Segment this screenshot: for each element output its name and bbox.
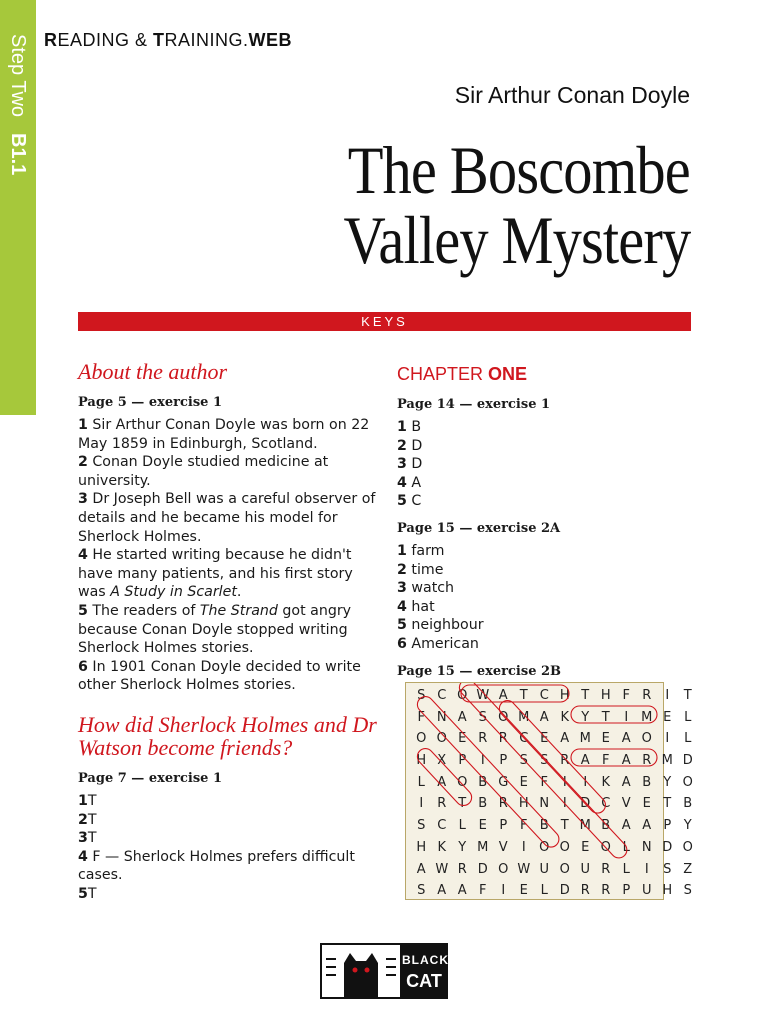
word-search-letter: L <box>622 839 630 855</box>
word-search-letter: C <box>437 818 447 834</box>
word-search-letter: F <box>520 818 528 834</box>
word-search-row <box>411 837 698 859</box>
word-search-letter: W <box>435 861 449 877</box>
series-initial-t: T <box>153 30 165 50</box>
word-search-letter: T <box>519 688 528 703</box>
word-search-letter: B <box>683 796 693 812</box>
word-search-letter: B <box>478 774 488 790</box>
word-search-letter: O <box>682 774 693 790</box>
series-raining: RAINING. <box>164 30 249 50</box>
word-search-letter: A <box>437 883 447 899</box>
word-search-letter: H <box>416 753 427 769</box>
word-search-letter: E <box>663 709 672 725</box>
word-search-letter: P <box>499 818 508 834</box>
answer-item: 4 A <box>397 474 422 491</box>
step-label: Step Two <box>7 34 29 118</box>
keys-banner: KEYS <box>78 312 691 331</box>
left-column <box>78 360 378 903</box>
word-search-letter: N <box>539 796 550 812</box>
word-search-letter: L <box>684 709 692 725</box>
word-search-letter: O <box>559 861 570 877</box>
word-search-letter: D <box>477 861 488 877</box>
word-search-letter: D <box>580 796 591 812</box>
word-search-row <box>411 707 698 729</box>
word-search-letter: R <box>601 861 611 877</box>
word-search-letter: E <box>458 731 467 747</box>
word-search-letter: C <box>437 688 447 703</box>
exercise-heading: Page 15 — exercise 2A <box>397 520 561 536</box>
word-search-letter: B <box>478 796 488 812</box>
exercise-heading: Page 14 — exercise 1 <box>397 397 551 412</box>
exercise-heading: Page 15 — exercise 2B <box>397 663 562 679</box>
word-search-letter: L <box>684 731 692 747</box>
word-search-letter: O <box>457 688 468 703</box>
word-search-letter: I <box>583 774 588 790</box>
series-web: WEB <box>248 30 293 50</box>
chapter-heading: CHAPTER ONE <box>397 364 528 384</box>
book-title-italic: A Study in Scarlet <box>110 584 237 601</box>
word-search-letter: S <box>478 709 487 725</box>
word-search-letter: H <box>416 839 427 855</box>
word-search-letter: A <box>621 731 631 747</box>
word-search-letter: M <box>661 753 673 769</box>
word-search-letter: Z <box>683 861 693 877</box>
word-search-letter: A <box>621 774 631 790</box>
word-search-letter: X <box>437 753 447 769</box>
word-search-letter: K <box>560 709 570 725</box>
book-title-line-1: The Boscombe <box>347 132 690 208</box>
word-search-letter: Y <box>581 709 590 725</box>
word-search-letter: A <box>457 883 467 899</box>
word-search-letter: L <box>622 861 630 877</box>
word-search-letter: H <box>662 883 673 899</box>
word-search-letter: P <box>622 883 631 899</box>
word-search-letter: T <box>601 709 610 725</box>
word-search-letter: T <box>581 688 590 703</box>
word-search-letter: K <box>437 839 447 855</box>
word-search-letter: E <box>642 796 651 812</box>
answer-item: 3T <box>78 830 97 847</box>
word-search-letter: V <box>498 839 508 855</box>
answer-item: 5 C <box>397 493 422 510</box>
magazine-title-italic: The Strand <box>199 602 278 619</box>
word-search-letter: I <box>562 774 567 790</box>
word-search-letter: A <box>539 709 549 725</box>
friends-heading: How did Sherlock Holmes and Dr Watson become friends? <box>78 711 377 760</box>
answer-item: 6 In 1901 Conan Doyle decided to write other Sherlock Holmes stories. <box>78 658 361 694</box>
right-column <box>397 360 697 685</box>
word-search-letter: E <box>540 731 549 747</box>
word-search-letter: D <box>682 753 693 769</box>
cat-icon <box>322 945 400 997</box>
word-search-letter: S <box>663 861 672 877</box>
word-search-letter: C <box>539 688 549 703</box>
word-search-letter: A <box>457 709 467 725</box>
exercise-heading: Page 7 — exercise 1 <box>78 770 222 786</box>
word-search-letter: K <box>601 774 611 790</box>
word-search-grid <box>405 682 693 900</box>
word-search-letter: I <box>501 883 506 899</box>
word-search-letter: S <box>417 818 426 834</box>
word-search-letter: I <box>624 709 629 725</box>
word-search-letters <box>411 685 698 902</box>
word-search-letter: O <box>498 861 509 877</box>
word-search-letter: E <box>519 883 528 899</box>
book-title-line-2: Valley Mystery <box>343 202 690 278</box>
word-search-letter: R <box>560 753 570 769</box>
answer-item: 1 Sir Arthur Conan Doyle was born on 22 May 1859 in Edinburgh, Scotland. <box>78 417 370 452</box>
word-search-letter: I <box>521 839 526 855</box>
word-search-letter: I <box>480 753 485 769</box>
word-search-letter: O <box>600 839 611 855</box>
word-search-letter: R <box>478 731 488 747</box>
word-search-letter: U <box>580 861 590 877</box>
word-search-letter: R <box>642 753 652 769</box>
word-search-letter: I <box>665 688 670 703</box>
word-search-letter: P <box>499 753 508 769</box>
word-search-letter: F <box>622 688 630 703</box>
word-search-letter: T <box>560 818 569 834</box>
word-search-letter: R <box>498 796 508 812</box>
word-search-letter: A <box>642 818 652 834</box>
about-author-heading: About the author <box>78 359 228 384</box>
word-search-letter: F <box>479 883 487 899</box>
logo-word-cat: CAT <box>406 971 442 991</box>
word-search-letter: E <box>478 818 487 834</box>
word-search-letter: I <box>419 796 424 812</box>
word-search-row <box>411 772 698 794</box>
word-search-letter: O <box>641 731 652 747</box>
word-search-letter: T <box>683 688 692 703</box>
answer-item: 2 D <box>397 437 423 454</box>
word-search-letter: O <box>539 839 550 855</box>
word-search-letter: H <box>559 688 570 703</box>
word-search-letter: A <box>498 688 508 703</box>
word-search-letter: I <box>665 731 670 747</box>
word-search-letter: B <box>539 818 549 834</box>
answer-item: 5 neighbour <box>397 617 484 634</box>
word-search-letter: H <box>518 796 529 812</box>
word-search-letter: N <box>436 709 447 725</box>
word-search-letter: A <box>621 753 631 769</box>
word-search-letter: M <box>518 709 530 725</box>
word-search-letter: H <box>600 688 611 703</box>
word-search-letter: M <box>641 709 653 725</box>
word-search-letter: L <box>540 883 548 899</box>
word-search-letter: M <box>579 731 591 747</box>
word-search-letter: W <box>476 688 490 703</box>
word-search-letter: E <box>601 731 610 747</box>
word-search-row <box>411 685 698 707</box>
word-search-row <box>411 815 698 837</box>
word-search-letter: A <box>580 753 590 769</box>
word-search-row <box>411 880 698 902</box>
word-search-letter: V <box>621 796 631 812</box>
word-search-letter: R <box>437 796 447 812</box>
series-initial-r: R <box>44 30 58 50</box>
word-search-letter: S <box>540 753 549 769</box>
word-search-letter: B <box>601 818 611 834</box>
word-search-letter: B <box>642 774 652 790</box>
author-name: Sir Arthur Conan Doyle <box>454 82 690 108</box>
word-search-row <box>411 728 698 750</box>
word-search-letter: C <box>601 796 611 812</box>
word-search-letter: A <box>437 774 447 790</box>
answer-item: 3 D <box>397 456 423 473</box>
word-search-letter: Y <box>458 839 467 855</box>
word-search-letter: R <box>498 731 508 747</box>
answer-item: 2 time <box>397 561 444 578</box>
word-search-letter: C <box>519 731 529 747</box>
word-search-letter: O <box>436 731 447 747</box>
word-search-letter: M <box>579 818 591 834</box>
word-search-letter: O <box>457 774 468 790</box>
answer-item: 4 hat <box>397 598 435 615</box>
exercise-heading: Page 5 — exercise 1 <box>78 395 222 410</box>
level-code: B1.1 <box>7 132 29 175</box>
word-search-letter: A <box>416 861 426 877</box>
word-search-letter: S <box>417 688 426 703</box>
word-search-letter: T <box>663 796 672 812</box>
word-search-letter: D <box>559 883 570 899</box>
word-search-letter: O <box>682 839 693 855</box>
level-label <box>4 34 32 175</box>
answer-item: 2T <box>78 811 97 828</box>
word-search-letter: F <box>417 709 425 725</box>
word-search-letter: S <box>417 883 426 899</box>
answer-item: 4 He started writing because he didn't have many patients, and his first story was A Study in Scarlet. <box>78 547 353 601</box>
word-search-letter: F <box>540 774 548 790</box>
word-search-letter: F <box>602 753 610 769</box>
word-search-letter: A <box>621 818 631 834</box>
word-search-letter: I <box>644 861 649 877</box>
black-cat-logo <box>320 943 448 999</box>
word-search-letter: W <box>517 861 531 877</box>
word-search-letter: A <box>560 731 570 747</box>
answer-item: 3 Dr Joseph Bell was a careful observer of details and he became his model for Sherlock Holmes. <box>78 491 376 545</box>
word-search-row <box>411 793 698 815</box>
word-search-letter: M <box>477 839 489 855</box>
word-search-letter: N <box>641 839 652 855</box>
word-search-letter: T <box>458 796 467 812</box>
answer-item: 1 farm <box>397 542 445 559</box>
answer-item: 2 Conan Doyle studied medicine at university. <box>78 454 329 489</box>
word-search-letter: R <box>601 883 611 899</box>
word-search-letter: Y <box>683 818 692 834</box>
answer-item: 1T <box>78 792 97 809</box>
word-search-letter: L <box>417 774 425 790</box>
answer-item: 1 B <box>397 419 422 435</box>
series-eading: EADING & <box>57 30 154 50</box>
word-search-letter: L <box>458 818 466 834</box>
answer-item: 5T <box>78 885 97 902</box>
word-search-row <box>411 750 698 772</box>
level-side-band <box>0 0 36 415</box>
logo-word-black: BLACK <box>402 953 449 967</box>
word-search-letter: O <box>559 839 570 855</box>
word-search-letter: R <box>580 883 590 899</box>
word-search-letter: E <box>519 774 528 790</box>
word-search-letter: E <box>581 839 590 855</box>
word-search-letter: U <box>641 883 652 899</box>
answer-item: 3 watch <box>397 580 455 597</box>
word-search-letter: P <box>663 818 672 834</box>
word-search-letter: O <box>416 731 427 747</box>
answer-item: 5 The readers of The Strand got angry because Conan Doyle stopped writing Sherlock Holmes stories. <box>78 602 352 657</box>
series-name <box>44 30 292 51</box>
word-search-letter: R <box>642 688 652 703</box>
word-search-letter: R <box>457 861 467 877</box>
word-search-row <box>411 859 698 881</box>
word-search-letter: I <box>562 796 567 812</box>
answer-item: 4 F — Sherlock Holmes prefers difficult cases. <box>78 848 355 884</box>
word-search-letter: O <box>498 709 509 725</box>
word-search-letter: G <box>498 774 509 790</box>
word-search-letter: S <box>683 883 692 899</box>
word-search-letter: Y <box>663 774 672 790</box>
word-search-letter: S <box>519 753 528 769</box>
word-search-letter: U <box>539 861 549 877</box>
word-search-letter: P <box>458 753 467 769</box>
answer-item: 6 American <box>397 635 479 652</box>
word-search-letter: D <box>662 839 673 855</box>
